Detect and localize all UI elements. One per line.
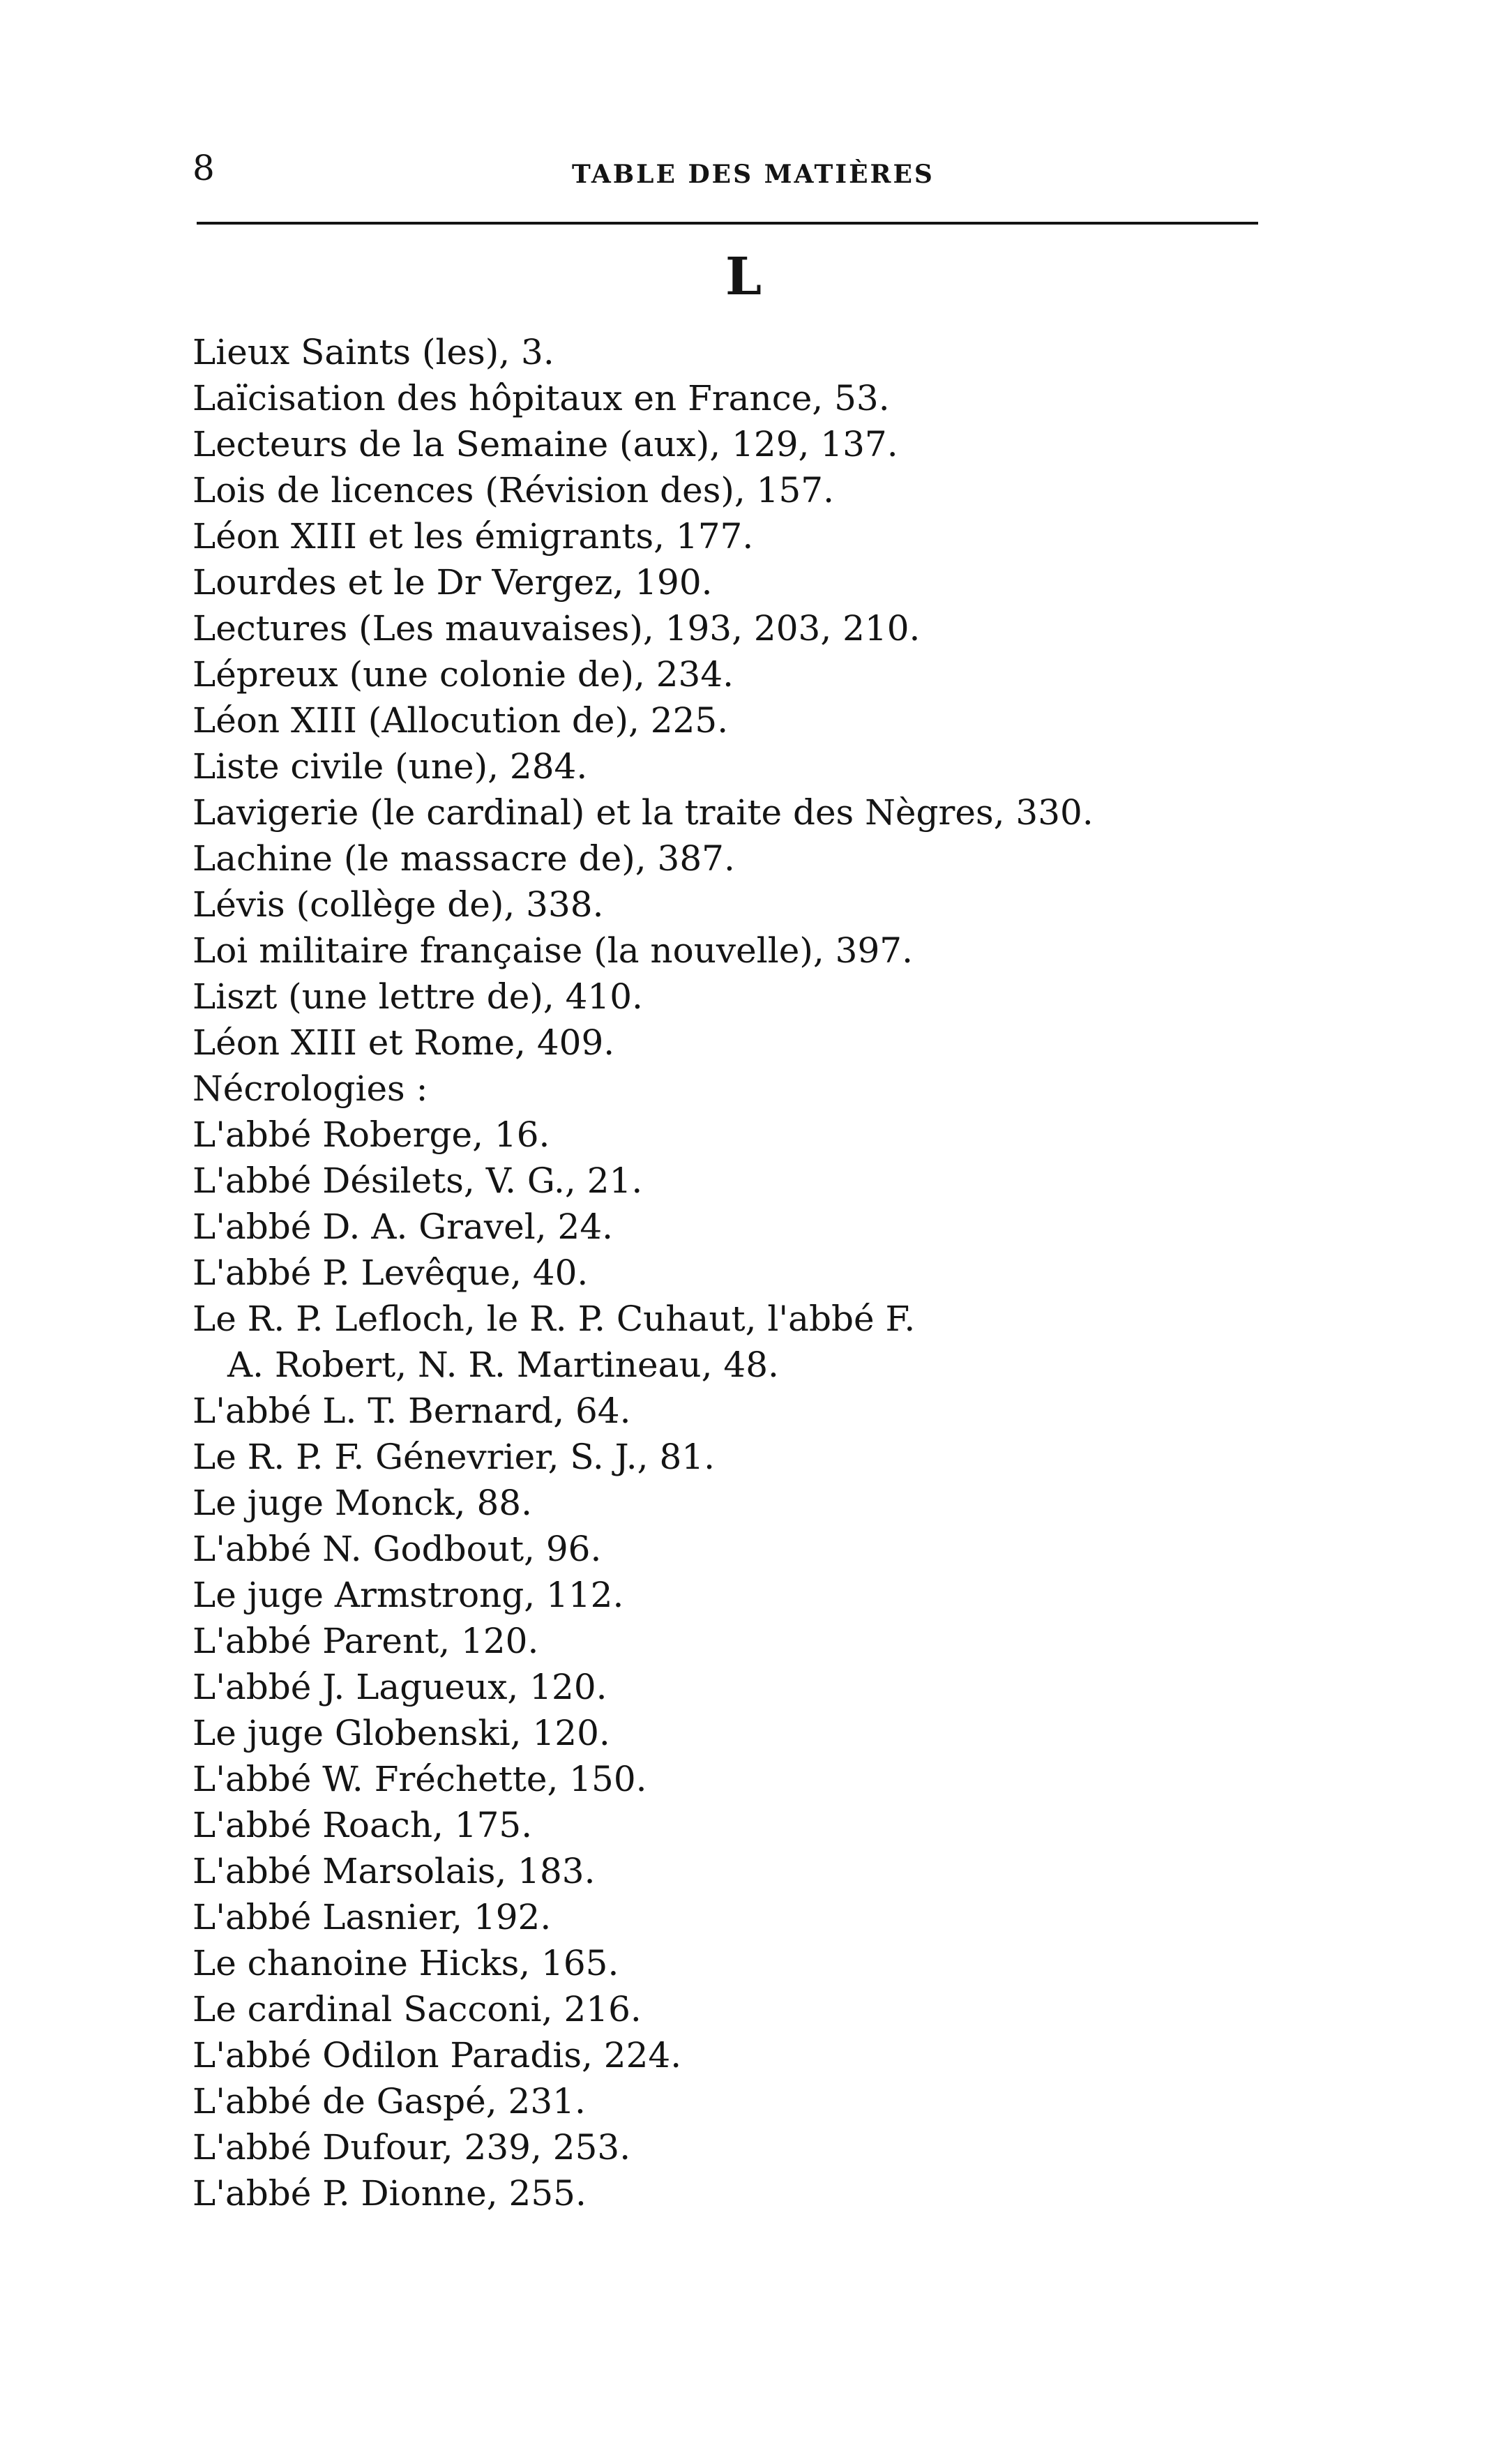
index-entry: L'abbé Roberge, 16. xyxy=(192,1114,550,1155)
index-entry: L'abbé N. Godbout, 96. xyxy=(192,1529,602,1569)
index-entry: Léon XIII (Allocution de), 225. xyxy=(192,700,729,741)
index-entry: L'abbé Odilon Paradis, 224. xyxy=(192,2035,682,2075)
index-entry: Lecteurs de la Semaine (aux), 129, 137. xyxy=(192,424,898,464)
index-entry: Lieux Saints (les), 3. xyxy=(192,332,554,372)
index-entry: Loi militaire française (la nouvelle), 397. xyxy=(192,930,913,971)
index-entry: Lois de licences (Révision des), 157. xyxy=(192,470,834,511)
page-number: 8 xyxy=(192,148,215,188)
index-entry: L'abbé de Gaspé, 231. xyxy=(192,2081,586,2122)
index-entry: L'abbé W. Fréchette, 150. xyxy=(192,1759,647,1799)
index-entry: L'abbé D. A. Gravel, 24. xyxy=(192,1207,614,1247)
index-entry: L'abbé P. Dionne, 255. xyxy=(192,2173,587,2214)
index-entry: Lépreux (une colonie de), 234. xyxy=(192,654,734,695)
index-entry: L'abbé J. Lagueux, 120. xyxy=(192,1667,607,1707)
running-title: TABLE DES MATIÈRES xyxy=(572,160,935,189)
index-entry: L'abbé Lasnier, 192. xyxy=(192,1897,552,1937)
subsection-heading: Nécrologies : xyxy=(192,1068,428,1109)
index-entry: Le chanoine Hicks, 165. xyxy=(192,1943,619,1983)
index-entry: Léon XIII et Rome, 409. xyxy=(192,1022,615,1063)
index-entry: Le R. P. Lefloch, le R. P. Cuhaut, l'abbé F. xyxy=(192,1299,916,1339)
index-entry: L'abbé Parent, 120. xyxy=(192,1621,539,1661)
index-entry: L'abbé Roach, 175. xyxy=(192,1805,533,1845)
index-entry: Le R. P. F. Génevrier, S. J., 81. xyxy=(192,1437,715,1477)
index-entry: Le juge Monck, 88. xyxy=(192,1483,532,1523)
index-entry: L'abbé Désilets, V. G., 21. xyxy=(192,1160,643,1201)
index-entry: Lachine (le massacre de), 387. xyxy=(192,838,735,879)
index-entry: L'abbé P. Levêque, 40. xyxy=(192,1253,589,1293)
index-entry: Lavigerie (le cardinal) et la traite des Nègres, 330. xyxy=(192,792,1094,833)
index-entry: Lévis (collège de), 338. xyxy=(192,884,604,925)
index-entry: L'abbé Marsolais, 183. xyxy=(192,1851,596,1891)
index-entry: Le juge Armstrong, 112. xyxy=(192,1575,624,1615)
index-entry-continuation: A. Robert, N. R. Martineau, 48. xyxy=(227,1345,779,1385)
index-entry: Laïcisation des hôpitaux en France, 53. xyxy=(192,378,890,418)
header-rule xyxy=(197,222,1258,225)
index-entry: Liszt (une lettre de), 410. xyxy=(192,976,643,1017)
index-entry: L'abbé L. T. Bernard, 64. xyxy=(192,1391,631,1431)
index-entry: Le juge Globenski, 120. xyxy=(192,1713,610,1753)
index-entries xyxy=(192,329,1308,2216)
index-entry: Le cardinal Sacconi, 216. xyxy=(192,1989,642,2029)
index-entry: Liste civile (une), 284. xyxy=(192,746,588,787)
index-entry: L'abbé Dufour, 239, 253. xyxy=(192,2127,631,2168)
index-entry: Lourdes et le Dr Vergez, 190. xyxy=(192,562,713,603)
section-letter: L xyxy=(725,247,762,307)
index-entry: Lectures (Les mauvaises), 193, 203, 210. xyxy=(192,608,921,649)
index-entry: Léon XIII et les émigrants, 177. xyxy=(192,516,754,557)
